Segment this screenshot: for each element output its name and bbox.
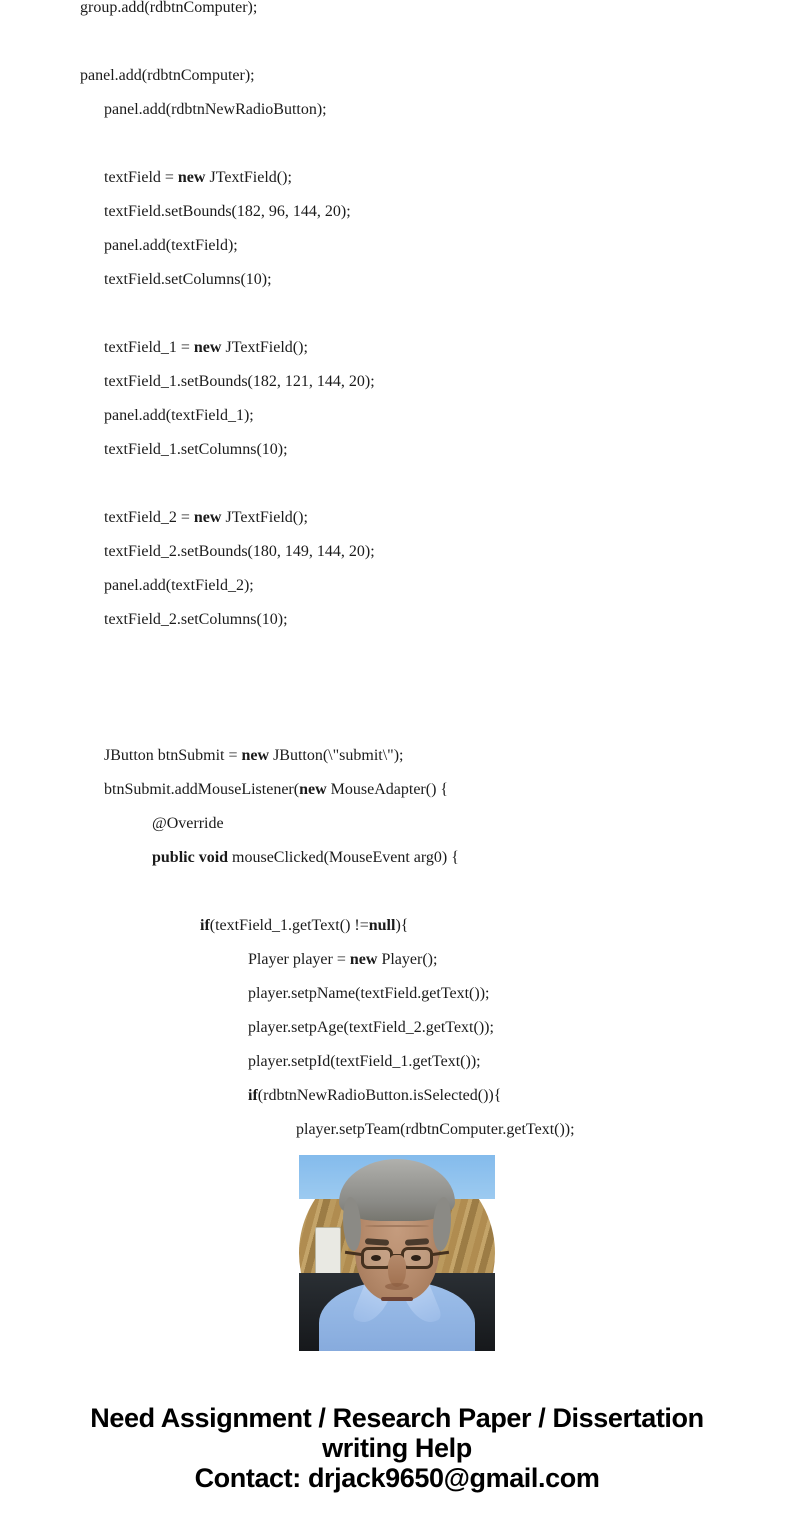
code-line: textField_1.setBounds(182, 121, 144, 20);: [104, 373, 375, 390]
avatar-hair-side-right: [433, 1197, 451, 1251]
code-line: [0, 875, 794, 909]
code-line: panel.add(rdbtnComputer);: [80, 67, 255, 84]
code-line: [0, 705, 794, 739]
code-line: textField_2 = new JTextField();: [104, 509, 308, 526]
footer-help-text-line2: writing Help: [322, 1433, 472, 1463]
code-line: panel.add(rdbtnNewRadioButton);: [104, 101, 327, 118]
avatar-eye-right: [411, 1255, 421, 1261]
code-line: group.add(rdbtnComputer);: [80, 0, 258, 16]
code-line: Player player = new Player();: [248, 951, 438, 968]
code-line: textField = new JTextField();: [104, 169, 292, 186]
avatar-wall-switch: [315, 1227, 341, 1275]
avatar-nostril-shadow: [385, 1283, 409, 1290]
code-line: textField_1 = new JTextField();: [104, 339, 308, 356]
profile-photo: [299, 1155, 495, 1351]
code-line: [0, 127, 794, 161]
code-line: if(textField_1.getText() !=null){: [200, 917, 409, 934]
code-line: [0, 671, 794, 705]
code-line: textField_2.setColumns(10);: [104, 611, 288, 628]
footer-contact-email: Contact: drjack9650@gmail.com: [194, 1463, 600, 1493]
avatar-mouth: [381, 1297, 413, 1301]
code-line: JButton btnSubmit = new JButton(\"submit\");: [104, 747, 404, 764]
code-line: textField_1.setColumns(10);: [104, 441, 288, 458]
code-line: player.setpTeam(rdbtnComputer.getText());: [296, 1121, 575, 1138]
code-line: textField.setColumns(10);: [104, 271, 272, 288]
code-line: panel.add(textField_1);: [104, 407, 254, 424]
code-line: btnSubmit.addMouseListener(new MouseAdapter() {: [104, 781, 449, 798]
footer-help-text-line1: Need Assignment / Research Paper / Dissertation: [90, 1403, 704, 1433]
code-line: player.setpId(textField_1.getText());: [248, 1053, 481, 1070]
code-line: player.setpAge(textField_2.getText());: [248, 1019, 494, 1036]
code-line: [0, 25, 794, 59]
code-line: panel.add(textField);: [104, 237, 238, 254]
code-line: [0, 467, 794, 501]
avatar-eye-left: [371, 1255, 381, 1261]
avatar-forehead-wrinkle: [365, 1225, 429, 1227]
code-line: public void mouseClicked(MouseEvent arg0) {: [152, 849, 459, 866]
code-line: panel.add(textField_2);: [104, 577, 254, 594]
code-line: textField.setBounds(182, 96, 144, 20);: [104, 203, 351, 220]
code-line: [0, 297, 794, 331]
code-line: @Override: [152, 815, 224, 832]
footer-banner: [0, 1403, 794, 1493]
code-line: textField_2.setBounds(180, 149, 144, 20);: [104, 543, 375, 560]
code-line: [0, 637, 794, 671]
code-line: if(rdbtnNewRadioButton.isSelected()){: [248, 1087, 502, 1104]
code-line: player.setpName(textField.getText());: [248, 985, 490, 1002]
